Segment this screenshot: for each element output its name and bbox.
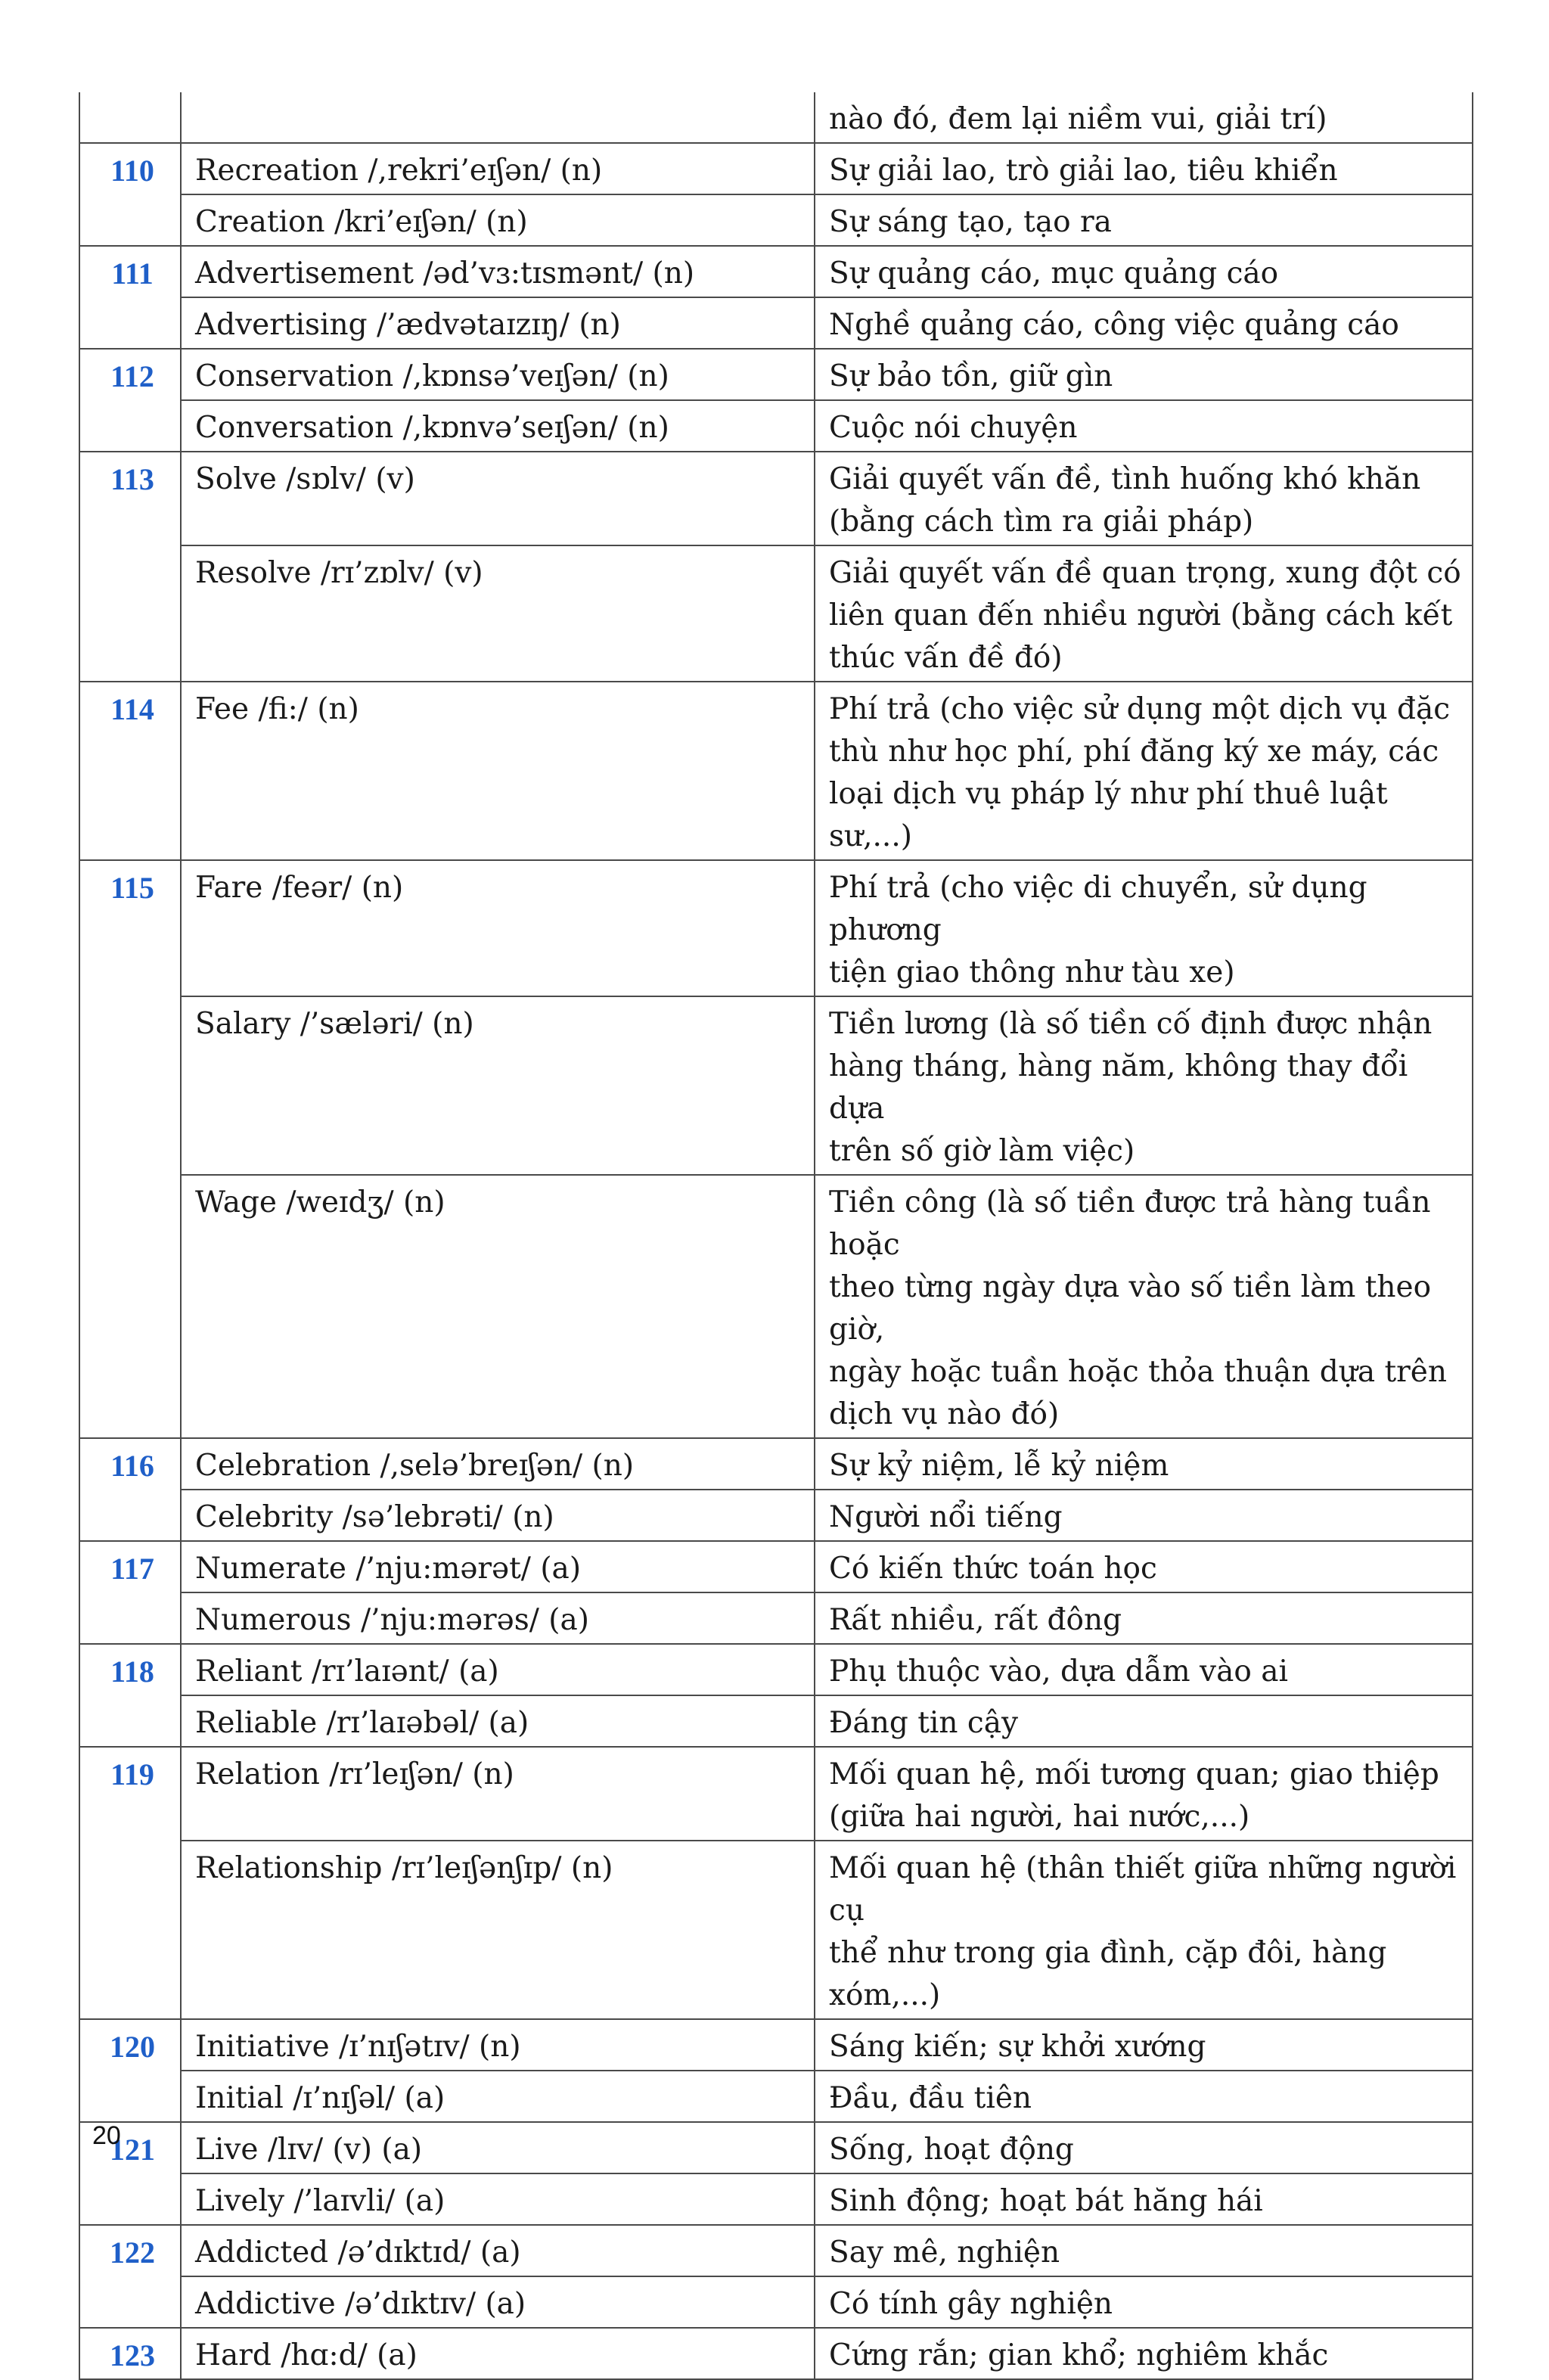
meaning-cell: [815, 682, 1473, 860]
table-row: [79, 2071, 1473, 2122]
meaning-line: Cuộc nói chuyện: [829, 411, 1078, 445]
meaning-line: Người nổi tiếng: [829, 1500, 1063, 1534]
meaning-cell: [815, 246, 1473, 297]
table-row: [79, 2122, 1473, 2173]
table-row: [79, 2225, 1473, 2276]
word-cell: Live /lɪv/ (v) (a): [181, 2122, 815, 2173]
meaning-line: Sinh động; hoạt bát hăng hái: [829, 2184, 1263, 2218]
entry-number: [79, 92, 181, 143]
meaning-line: Giải quyết vấn đề, tình huống khó khăn: [829, 462, 1421, 496]
meaning-line: Sự quảng cáo, mục quảng cáo: [829, 256, 1279, 291]
table-row: [79, 194, 1473, 246]
meaning-cell: [815, 2122, 1473, 2173]
table-row: [79, 349, 1473, 400]
table-row: [79, 246, 1473, 297]
meaning-line: Cứng rắn; gian khổ; nghiêm khắc: [829, 2338, 1329, 2372]
meaning-line: liên quan đến nhiều người (bằng cách kết: [829, 598, 1453, 632]
meaning-line: theo từng ngày dựa vào số tiền làm theo giờ,: [829, 1270, 1432, 1347]
word-cell: Initiative /ɪ’nɪʃətɪv/ (n): [181, 2019, 815, 2071]
vocabulary-table-body: [79, 92, 1473, 2379]
entry-number: 118: [79, 1644, 181, 1747]
table-row: [79, 1695, 1473, 1747]
meaning-cell: [815, 92, 1473, 143]
table-row: [79, 1747, 1473, 1841]
word-cell: Celebration /,selə’breɪʃən/ (n): [181, 1438, 815, 1490]
word-cell: Numerous /’nju:mərəs/ (a): [181, 1592, 815, 1644]
table-row: [79, 1592, 1473, 1644]
word-cell: Wage /weɪdʒ/ (n): [181, 1175, 815, 1438]
table-row: [79, 2328, 1473, 2379]
entry-number: 121: [79, 2122, 181, 2225]
meaning-cell: [815, 2019, 1473, 2071]
meaning-line: Giải quyết vấn đề quan trọng, xung đột có: [829, 556, 1461, 590]
meaning-cell: [815, 1438, 1473, 1490]
meaning-line: Phụ thuộc vào, dựa dẫm vào ai: [829, 1655, 1288, 1689]
table-row: [79, 1541, 1473, 1592]
table-row: [79, 2276, 1473, 2328]
entry-number: 110: [79, 143, 181, 246]
table-row: [79, 682, 1473, 860]
table-row: [79, 2019, 1473, 2071]
word-cell: Reliant /rɪ’laɪənt/ (a): [181, 1644, 815, 1695]
meaning-line: Rất nhiều, rất đông: [829, 1603, 1122, 1637]
table-row: [79, 143, 1473, 194]
meaning-cell: [815, 1592, 1473, 1644]
table-row: [79, 297, 1473, 349]
table-row: [79, 452, 1473, 545]
meaning-cell: [815, 143, 1473, 194]
meaning-cell: [815, 400, 1473, 452]
meaning-cell: [815, 2071, 1473, 2122]
word-cell: Conversation /,kɒnvə’seɪʃən/ (n): [181, 400, 815, 452]
word-cell: Initial /ɪ’nɪʃəl/ (a): [181, 2071, 815, 2122]
meaning-cell: [815, 1695, 1473, 1747]
entry-number: 117: [79, 1541, 181, 1644]
table-row: [79, 400, 1473, 452]
entry-number: 112: [79, 349, 181, 452]
word-cell: Resolve /rɪ’zɒlv/ (v): [181, 545, 815, 682]
entry-number: 122: [79, 2225, 181, 2328]
meaning-line: Phí trả (cho việc di chuyển, sử dụng phương: [829, 871, 1367, 947]
table-row: [79, 1644, 1473, 1695]
meaning-line: Phí trả (cho việc sử dụng một dịch vụ đặc: [829, 692, 1451, 726]
word-cell: Creation /kri’eɪʃən/ (n): [181, 194, 815, 246]
meaning-cell: [815, 2328, 1473, 2379]
word-cell: Addicted /ə’dɪktɪd/ (a): [181, 2225, 815, 2276]
meaning-line: Sự giải lao, trò giải lao, tiêu khiển: [829, 154, 1338, 188]
meaning-line: Mối quan hệ (thân thiết giữa những người cụ: [829, 1851, 1457, 1928]
meaning-line: Đáng tin cậy: [829, 1706, 1018, 1740]
word-cell: Addictive /ə’dɪktɪv/ (a): [181, 2276, 815, 2328]
meaning-cell: [815, 545, 1473, 682]
vocabulary-table: [79, 92, 1473, 2380]
entry-number: 120: [79, 2019, 181, 2122]
meaning-line: trên số giờ làm việc): [829, 1134, 1135, 1168]
meaning-cell: [815, 1644, 1473, 1695]
meaning-line: Nghề quảng cáo, công việc quảng cáo: [829, 308, 1399, 342]
meaning-cell: [815, 2276, 1473, 2328]
meaning-line: Đầu, đầu tiên: [829, 2081, 1032, 2115]
word-cell: Advertising /’ædvətaɪzɪŋ/ (n): [181, 297, 815, 349]
meaning-cell: [815, 996, 1473, 1175]
table-row: [79, 545, 1473, 682]
entry-number: 113: [79, 452, 181, 682]
meaning-line: (bằng cách tìm ra giải pháp): [829, 505, 1254, 539]
meaning-cell: [815, 1175, 1473, 1438]
meaning-line: thúc vấn đề đó): [829, 641, 1063, 675]
table-row: [79, 2173, 1473, 2225]
meaning-cell: [815, 1841, 1473, 2019]
word-cell: Fee /fi:/ (n): [181, 682, 815, 860]
meaning-cell: [815, 1541, 1473, 1592]
meaning-line: Mối quan hệ, mối tương quan; giao thiệp: [829, 1757, 1439, 1791]
word-cell: Celebrity /sə’lebrəti/ (n): [181, 1490, 815, 1541]
table-row: [79, 1841, 1473, 2019]
word-cell: Fare /feər/ (n): [181, 860, 815, 996]
meaning-cell: [815, 860, 1473, 996]
meaning-line: dịch vụ nào đó): [829, 1397, 1060, 1431]
meaning-line: nào đó, đem lại niềm vui, giải trí): [829, 102, 1327, 136]
meaning-line: Sáng kiến; sự khởi xướng: [829, 2030, 1206, 2064]
word-cell: Advertisement /əd’vɜ:tɪsmənt/ (n): [181, 246, 815, 297]
meaning-line: Có tính gây nghiện: [829, 2287, 1113, 2321]
table-row: [79, 996, 1473, 1175]
entry-number: 123: [79, 2328, 181, 2379]
word-cell: Salary /’sæləri/ (n): [181, 996, 815, 1175]
meaning-line: Có kiến thức toán học: [829, 1552, 1157, 1586]
meaning-line: (giữa hai người, hai nước,...): [829, 1800, 1250, 1834]
word-cell: Reliable /rɪ’laɪəbəl/ (a): [181, 1695, 815, 1747]
meaning-line: loại dịch vụ pháp lý như phí thuê luật sư,...): [829, 777, 1388, 853]
meaning-line: ngày hoặc tuần hoặc thỏa thuận dựa trên: [829, 1355, 1447, 1389]
meaning-line: tiện giao thông như tàu xe): [829, 955, 1235, 990]
table-row: [79, 92, 1473, 143]
entry-number: 119: [79, 1747, 181, 2019]
word-cell: Solve /sɒlv/ (v): [181, 452, 815, 545]
word-cell: Lively /’laɪvli/ (a): [181, 2173, 815, 2225]
word-cell: Relation /rɪ’leɪʃən/ (n): [181, 1747, 815, 1841]
word-cell: Hard /hɑ:d/ (a): [181, 2328, 815, 2379]
meaning-line: hàng tháng, hàng năm, không thay đổi dựa: [829, 1049, 1408, 1126]
meaning-cell: [815, 452, 1473, 545]
meaning-cell: [815, 2173, 1473, 2225]
word-cell: [181, 92, 815, 143]
meaning-cell: [815, 194, 1473, 246]
entry-number: 111: [79, 246, 181, 349]
entry-number: 115: [79, 860, 181, 1438]
meaning-cell: [815, 1747, 1473, 1841]
table-row: [79, 1490, 1473, 1541]
table-row: [79, 1175, 1473, 1438]
meaning-line: thể như trong gia đình, cặp đôi, hàng xóm,...): [829, 1936, 1387, 2012]
meaning-line: Sự kỷ niệm, lễ kỷ niệm: [829, 1449, 1169, 1483]
meaning-cell: [815, 1490, 1473, 1541]
meaning-cell: [815, 297, 1473, 349]
meaning-line: Tiền lương (là số tiền cố định được nhận: [829, 1007, 1433, 1041]
word-cell: Numerate /’nju:mərət/ (a): [181, 1541, 815, 1592]
meaning-line: Tiền công (là số tiền được trả hàng tuần hoặc: [829, 1185, 1431, 1262]
table-row: [79, 860, 1473, 996]
entry-number: 114: [79, 682, 181, 860]
word-cell: Relationship /rɪ’leɪʃənʃɪp/ (n): [181, 1841, 815, 2019]
entry-number: 116: [79, 1438, 181, 1541]
meaning-line: Sống, hoạt động: [829, 2133, 1074, 2167]
word-cell: Conservation /,kɒnsə’veɪʃən/ (n): [181, 349, 815, 400]
word-cell: Recreation /,rekri’eɪʃən/ (n): [181, 143, 815, 194]
meaning-line: Say mê, nghiện: [829, 2236, 1060, 2270]
meaning-line: thù như học phí, phí đăng ký xe máy, các: [829, 735, 1439, 769]
table-row: [79, 1438, 1473, 1490]
meaning-line: Sự sáng tạo, tạo ra: [829, 205, 1112, 239]
meaning-cell: [815, 2225, 1473, 2276]
meaning-cell: [815, 349, 1473, 400]
page-number: 20: [92, 2121, 121, 2150]
meaning-line: Sự bảo tồn, giữ gìn: [829, 359, 1113, 393]
